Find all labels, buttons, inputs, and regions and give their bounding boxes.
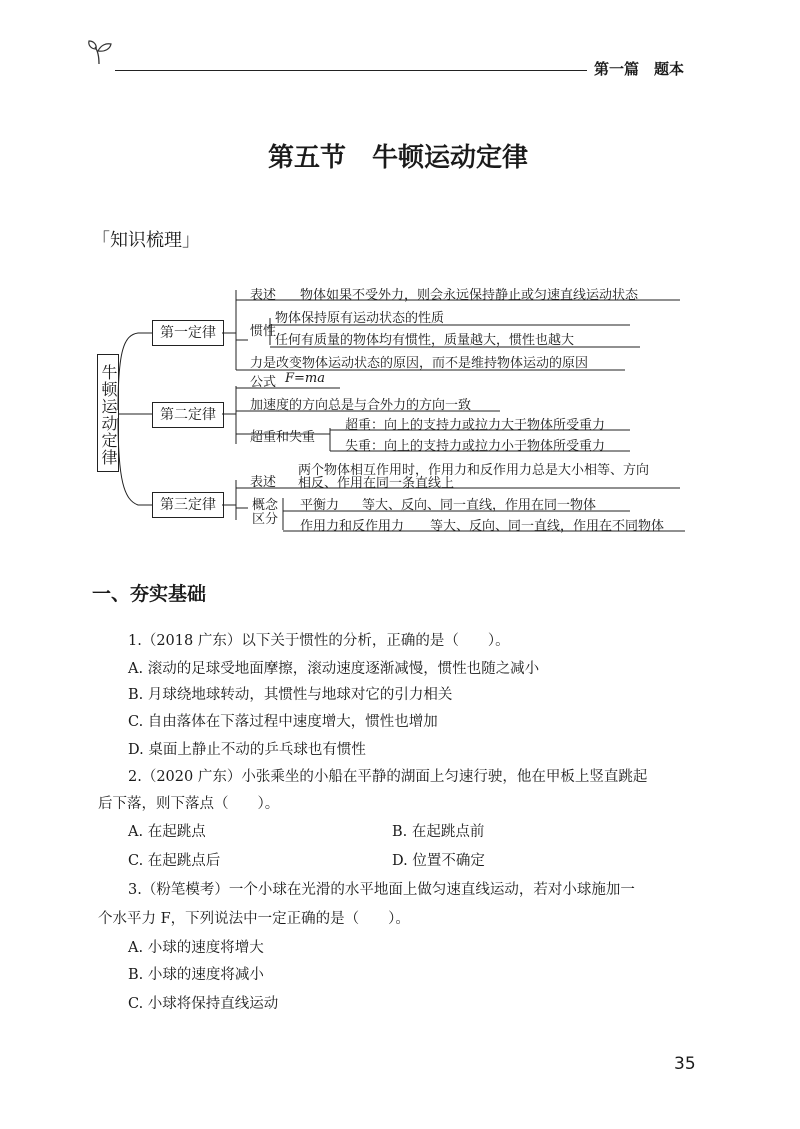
- knowledge-heading: 「知识梳理」: [92, 230, 200, 251]
- header-section-label: 第一篇 题本: [594, 60, 685, 78]
- law2-weight-label: 超重和失重: [250, 430, 316, 445]
- knowledge-heading-text: 知识梳理: [110, 230, 182, 251]
- law3-concept-1: 概念: [252, 498, 279, 513]
- law2-formula: F=ma: [285, 371, 325, 386]
- law3-label: 第三定律: [160, 497, 216, 513]
- law1-box: [152, 320, 224, 346]
- law1-desc: 物体如果不受外力，则会永远保持静止或匀速直线运动状态: [300, 288, 639, 303]
- law3-desc-label: 表述: [250, 475, 277, 490]
- law2-box: [152, 402, 224, 428]
- law2-formula-label: 公式: [250, 375, 277, 390]
- q3-option-a: A. 小球的速度将增大: [128, 940, 264, 956]
- law3-balance: 等大、反向、同一直线，作用在同一物体: [362, 498, 597, 513]
- law3-action: 等大、反向、同一直线，作用在不同物体: [430, 519, 665, 534]
- law3-action-label: 作用力和反作用力: [300, 519, 405, 534]
- law1-inertia-1: 物体保持原有运动状态的性质: [275, 311, 445, 326]
- q2-option-d: D. 位置不确定: [392, 853, 485, 869]
- law3-desc-2: 相反、作用在同一条直线上: [298, 476, 455, 491]
- law3-box: [152, 492, 224, 518]
- q3-option-c: C. 小球将保持直线运动: [128, 996, 279, 1012]
- law1-label: 第一定律: [160, 325, 216, 341]
- q2-option-c: C. 在起跳点后: [128, 853, 221, 869]
- law2-label: 第二定律: [160, 407, 216, 423]
- q1-stem: 1.（2018 广东）以下关于惯性的分析，正确的是（ ）。: [128, 633, 510, 649]
- law3-desc-1: 两个物体相互作用时，作用力和反作用力总是大小相等、方向: [298, 463, 650, 478]
- section-heading: 一、夯实基础: [92, 583, 207, 605]
- q2-option-a: A. 在起跳点: [128, 824, 206, 840]
- q2-stem-line2: 后下落，则下落点（ ）。: [98, 796, 280, 812]
- q1-option-a: A. 滚动的足球受地面摩擦，滚动速度逐渐减慢，惯性也随之减小: [128, 661, 540, 677]
- law2-under: 失重：向上的支持力或拉力小于物体所受重力: [345, 439, 606, 454]
- q2-stem-line1: 2.（2020 广东）小张乘坐的小船在平静的湖面上匀速行驶，他在甲板上竖直跳起: [128, 769, 648, 785]
- q3-stem-line1: 3.（粉笔模考）一个小球在光滑的水平地面上做匀速直线运动，若对小球施加一: [128, 882, 635, 898]
- q2-option-b: B. 在起跳点前: [392, 824, 485, 840]
- q3-stem-line2: 个水平力 F，下列说法中一定正确的是（ ）。: [98, 911, 410, 927]
- q1-option-d: D. 桌面上静止不动的乒乓球也有惯性: [128, 742, 366, 758]
- q1-option-b: B. 月球绕地球转动，其惯性与地球对它的引力相关: [128, 687, 453, 703]
- law1-inertia-2: 任何有质量的物体均有惯性，质量越大，惯性也越大: [275, 333, 575, 348]
- q1-option-c: C. 自由落体在下落过程中速度增大，惯性也增加: [128, 714, 438, 730]
- law2-over: 超重：向上的支持力或拉力大于物体所受重力: [345, 418, 606, 433]
- law3-concept-2: 区分: [252, 512, 279, 527]
- law1-desc-label: 表述: [250, 288, 277, 303]
- page-number: 35: [674, 1054, 696, 1074]
- q3-option-b: B. 小球的速度将减小: [128, 967, 264, 983]
- law3-balance-label: 平衡力: [300, 498, 340, 513]
- law2-direction: 加速度的方向总是与合外力的方向一致: [250, 398, 472, 413]
- page-title: 第五节 牛顿运动定律: [268, 143, 529, 173]
- root-box: [97, 354, 119, 472]
- law1-force: 力是改变物体运动状态的原因，而不是维持物体运动的原因: [250, 356, 589, 371]
- law1-inertia-label: 惯性: [250, 324, 277, 339]
- root-label: 牛顿运动定律: [99, 364, 118, 466]
